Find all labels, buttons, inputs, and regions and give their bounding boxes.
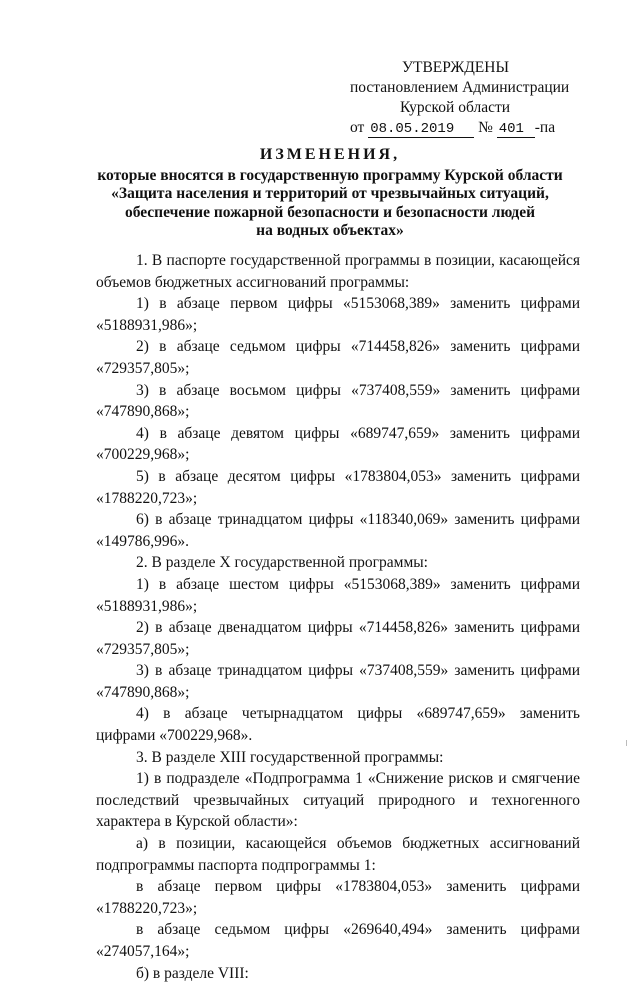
approval-title: УТВЕРЖДЕНЫ (402, 59, 509, 76)
paragraph-2-item-1: 1) в абзаце шестом цифры «5153068,389» заменить цифрами «5188931,986»; (96, 575, 580, 615)
heading-line-4: на водных объектах» (256, 222, 404, 239)
word: седьмом (214, 921, 271, 939)
word: первом (214, 878, 263, 896)
paragraph-3-a-line-2 (96, 919, 580, 941)
number-prefix: № (478, 119, 493, 136)
approval-region-line: Курской области (400, 99, 511, 116)
word: абзаце (157, 878, 201, 896)
document-heading (95, 146, 565, 241)
paragraph-1-item-2: 2) в абзаце седьмом цифры «714458,826» заменить цифрами «729357,805»; (96, 338, 580, 377)
heading-line-3: обеспечение пожарной безопасности и безопасности людей (124, 203, 536, 221)
paragraph-3-a-line-1 (96, 876, 580, 898)
paragraph-3-a-line-2-end: «274057,164»; (96, 943, 190, 960)
date-prefix: от (350, 119, 365, 136)
paragraph-2-item-2: 2) в абзаце двенадцатом цифры «714458,826» заменить цифрами «729357,805»; (96, 619, 580, 658)
approval-decree-line: постановлением Администрации (350, 79, 570, 96)
scan-edge-mark (626, 740, 627, 746)
paragraph-2-item-3: 3) в абзаце тринадцатом цифры «737408,559» заменить цифрами «747890,868»; (96, 662, 580, 701)
paragraph-1-item-6: 6) в абзаце тринадцатом цифры «118340,069» заменить цифрами «149786,996». (96, 511, 580, 550)
paragraph-2-item-4: 4) в абзаце четырнадцатом цифры «689747,659» заменить цифрами «700229,968». (96, 705, 580, 745)
word: «1783804,053» (335, 878, 433, 896)
number-suffix: -па (534, 119, 556, 136)
paragraph-1-item-3: 3) в абзаце восьмом цифры «737408,559» заменить цифрами «747890,868»; (96, 381, 580, 421)
document-body (96, 250, 580, 984)
paragraph-3-subitem-b: б) в разделе VIII: (136, 964, 249, 982)
paragraph-3-item-1: 1) в подразделе «Подпрограмма 1 «Снижение рисков и смягчение последствий чрезвычайных ситуаций природного и техногенного характера в Курской области»: (96, 770, 580, 831)
approval-number: 401 (497, 122, 535, 138)
word: «269640,494» (343, 921, 433, 939)
word: цифрами (520, 878, 580, 896)
heading-title: ИЗМЕНЕНИЯ, (259, 146, 401, 163)
word: в (136, 878, 144, 896)
paragraph-3-a-line-1-end: «1788220,723»; (96, 899, 198, 917)
word: цифры (276, 878, 322, 896)
paragraph-1: 1. В паспорте государственной программы в позиции, касающейся объемов бюджетных ассигнований программы: (96, 252, 580, 291)
word: абзаце (157, 921, 201, 939)
paragraph-1-item-4: 4) в абзаце девятом цифры «689747,659» заменить цифрами «700229,968»; (96, 424, 580, 464)
word: цифрами (520, 921, 580, 939)
word: заменить (446, 878, 507, 896)
approval-block (340, 58, 580, 138)
approval-date: 08.05.2019 (368, 122, 474, 138)
paragraph-1-item-5: 5) в абзаце десятом цифры «1783804,053» заменить цифрами «1788220,723»; (96, 467, 580, 507)
word: цифры (284, 921, 330, 939)
paragraph-3: 3. В разделе XIII государственной программы: (136, 748, 444, 766)
paragraph-3-subitem-a: а) в позиции, касающейся объемов бюджетных ассигнований подпрограммы паспорта подпрограммы 1: (96, 835, 580, 874)
heading-line-1: которые вносятся в государственную программу Курской области (97, 166, 563, 184)
word: заменить (446, 921, 507, 939)
approval-date-number-line (350, 118, 580, 138)
heading-line-2: «Защита населения и территорий от чрезвычайных ситуаций, (111, 185, 549, 202)
paragraph-2: 2. В разделе X государственной программы: (136, 554, 428, 572)
paragraph-1-item-1: 1) в абзаце первом цифры «5153068,389» заменить цифрами «5188931,986»; (96, 295, 580, 334)
word: в (136, 921, 144, 939)
